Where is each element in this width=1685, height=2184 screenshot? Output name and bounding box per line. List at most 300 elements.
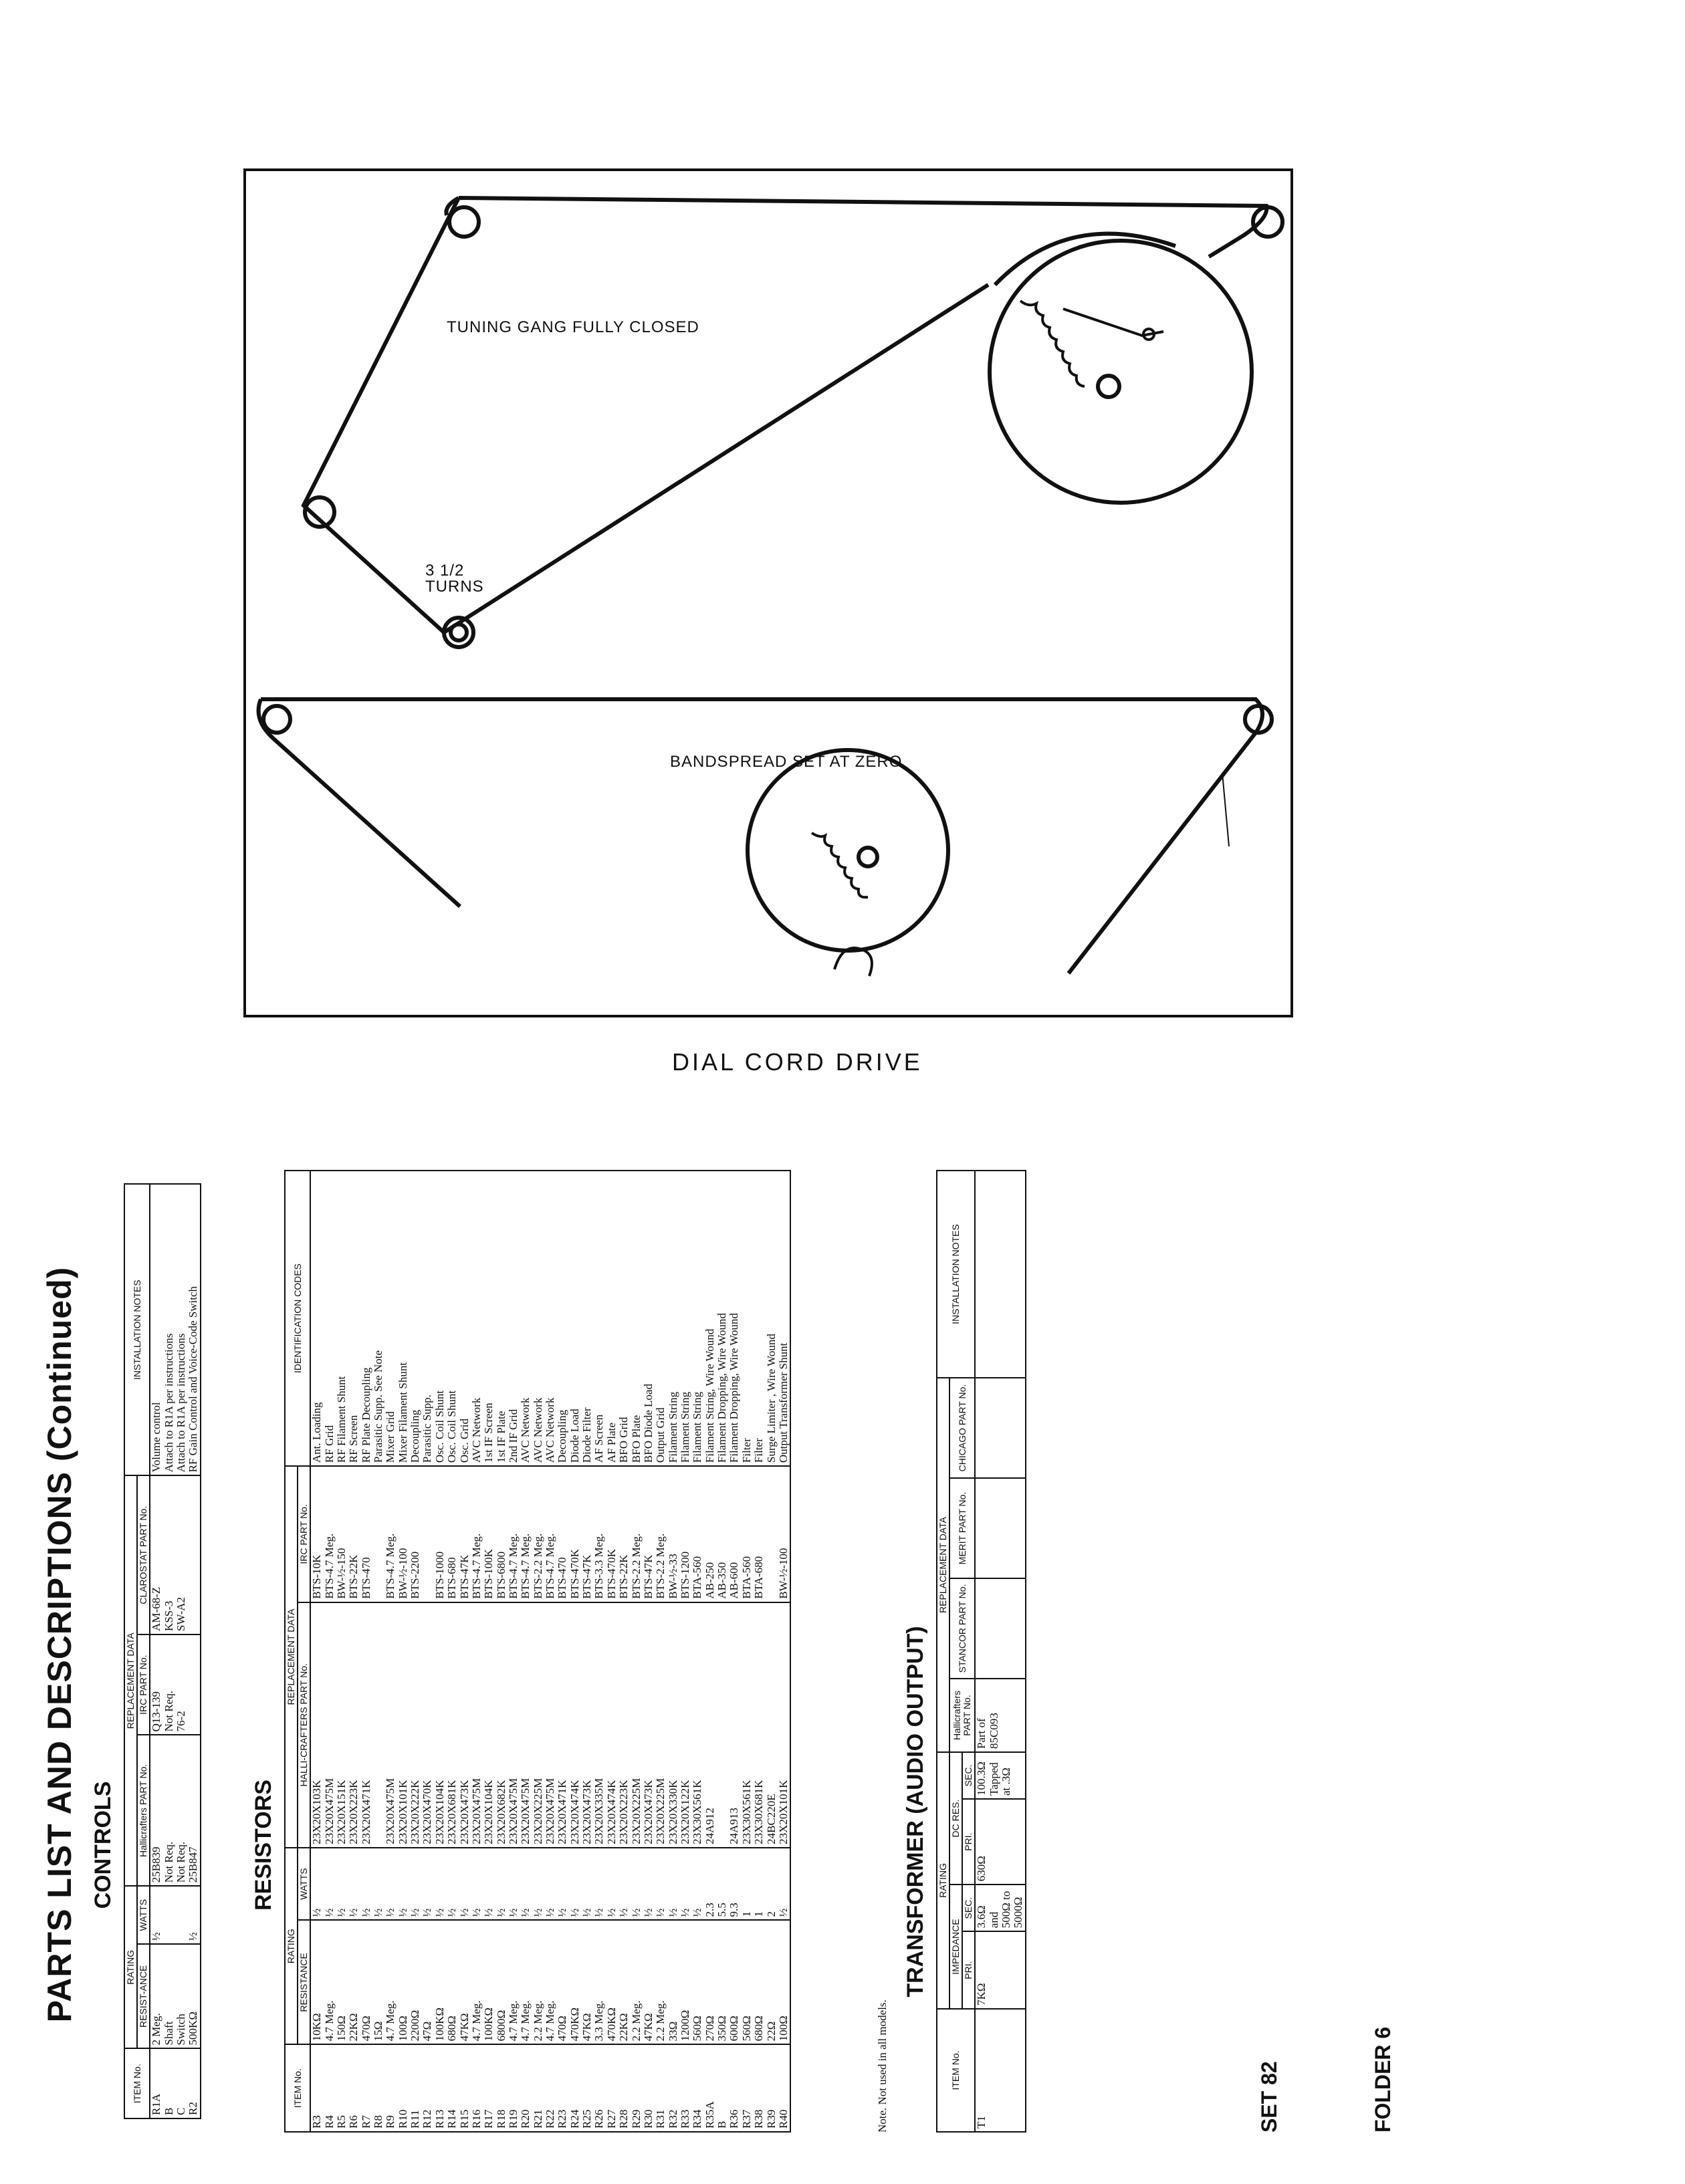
impedance-pri-cell: 7KΩ: [975, 1931, 1025, 2009]
merit-header: MERIT PART No.: [949, 1478, 975, 1578]
watts-cell: ½: [324, 1848, 336, 1921]
irc-cell: BTA-680: [753, 1466, 765, 1602]
code-cell: 1st IF Screen: [483, 1171, 495, 1466]
irc-cell: BTS-47K: [459, 1466, 471, 1602]
resistors-note: Note. Not used in all models.: [876, 1999, 889, 2133]
item-cell: R40: [778, 2044, 790, 2132]
code-cell: Decoupling: [409, 1171, 421, 1466]
irc-cell: BTS-2.2 Meg.: [655, 1466, 667, 1602]
item-cell: R20: [520, 2044, 532, 2132]
irc-cell: BW-½-100: [397, 1466, 409, 1602]
res-cell: 270Ω: [704, 1920, 716, 2044]
irc-cell: BW-½-100: [778, 1466, 790, 1602]
watts-cell: ½: [471, 1848, 483, 1921]
irc-cell: BTS-6800: [495, 1466, 508, 1602]
watts-cell: ½: [434, 1848, 446, 1921]
watts-cell: ½: [778, 1848, 790, 1921]
irc-cell: BTS-680: [446, 1466, 458, 1602]
hal-cell: 23X20X101K: [397, 1602, 409, 1848]
turns-count-label: 3 1/2: [425, 562, 465, 580]
code-cell: Mixer Filament Shunt: [397, 1171, 409, 1466]
table-row: [544, 1171, 556, 2132]
irc-cell: Not Req.: [163, 1634, 175, 1735]
code-cell: RF Plate Decoupling: [360, 1171, 372, 1466]
res-cell: 2 Meg.: [150, 1944, 162, 2048]
irc-cell: BTA-560: [741, 1466, 753, 1602]
irc-cell: BTS-470K: [606, 1466, 618, 1602]
watts-cell: 1: [741, 1848, 753, 1921]
chicago-cell: [975, 1378, 1025, 1478]
code-cell: Output Grid: [655, 1171, 667, 1466]
irc-cell: BTS-22K: [618, 1466, 630, 1602]
watts-cell: ½: [421, 1848, 433, 1921]
irc-cell: BTS-4.7 Meg.: [324, 1466, 336, 1602]
clar-cell: AM-68-Z: [150, 1475, 162, 1634]
note-cell: Attach to R1A per instructions: [175, 1184, 187, 1475]
watts-cell: 2: [766, 1848, 778, 1921]
item-cell: R19: [508, 2044, 520, 2132]
hallicrafters-header: HALLI-CRAFTERS PART No.: [298, 1602, 310, 1848]
res-cell: 680Ω: [446, 1920, 458, 2044]
notes-header: INSTALLATION NOTES: [124, 1184, 150, 1475]
irc-cell: BW-½-150: [336, 1466, 348, 1602]
rating-header: RATING: [124, 1886, 137, 2048]
code-cell: AF Plate: [606, 1171, 618, 1466]
transformer-title: TRANSFORMER (AUDIO OUTPUT): [903, 1626, 928, 1997]
irc-cell: BTS-470: [556, 1466, 568, 1602]
hal-cell: 23X20X475M: [508, 1602, 520, 1848]
clar-cell: KSS-3: [163, 1475, 175, 1634]
watts-cell: ½: [348, 1848, 360, 1921]
hal-cell: [372, 1602, 384, 1848]
res-cell: 600Ω: [728, 1920, 740, 2044]
res-cell: 47KΩ: [581, 1920, 593, 2044]
hal-cell: 23X30X561K: [741, 1602, 753, 1848]
item-cell: R28: [618, 2044, 630, 2132]
table-row: [446, 1171, 458, 2132]
table-row: [691, 1171, 703, 2132]
watts-cell: ½: [679, 1848, 691, 1921]
table-row: [975, 1171, 1025, 2132]
table-row: [618, 1171, 630, 2132]
watts-cell: ½: [643, 1848, 655, 1921]
hal-cell: 23X20X474K: [606, 1602, 618, 1848]
irc-header: IRC PART No.: [298, 1466, 310, 1602]
table-row: [753, 1171, 765, 2132]
code-cell: RF Screen: [348, 1171, 360, 1466]
code-cell: AVC Network: [532, 1171, 544, 1466]
code-cell: Filament Dropping, Wire Wound: [728, 1171, 740, 1466]
res-cell: 33Ω: [667, 1920, 679, 2044]
res-cell: 47KΩ: [643, 1920, 655, 2044]
table-row: [716, 1171, 728, 2132]
item-cell: R22: [544, 2044, 556, 2132]
res-cell: 470KΩ: [569, 1920, 581, 2044]
figure-caption: DIAL CORD DRIVE: [672, 1048, 923, 1076]
watts-cell: 2.3: [704, 1848, 716, 1921]
code-cell: Osc. Coil Shunt: [446, 1171, 458, 1466]
hal-cell: 23X20X222K: [409, 1602, 421, 1848]
folder-label: FOLDER 6: [1371, 2026, 1395, 2133]
watts-cell: ½: [532, 1848, 544, 1921]
table-row: [348, 1171, 360, 2132]
irc-cell: 76-2: [175, 1634, 187, 1735]
item-cell: R23: [556, 2044, 568, 2132]
irc-cell: BTS-10K: [310, 1466, 323, 1602]
hal-cell: 23X20X682K: [495, 1602, 508, 1848]
watts-cell: ½: [360, 1848, 372, 1921]
item-cell: R15: [459, 2044, 471, 2132]
hal-cell: 23X20X471K: [556, 1602, 568, 1848]
hal-cell: 23X20X473K: [459, 1602, 471, 1848]
replacement-header: REPLACEMENT DATA: [285, 1466, 298, 1848]
irc-cell: AB-250: [704, 1466, 716, 1602]
item-cell: R32: [667, 2044, 679, 2132]
code-cell: AVC Network: [544, 1171, 556, 1466]
hal-cell: 23X20X474K: [569, 1602, 581, 1848]
item-cell: R8: [372, 2044, 384, 2132]
watts-cell: ½: [397, 1848, 409, 1921]
code-cell: Filament Dropping, Wire Wound: [716, 1171, 728, 1466]
hal-cell: 23X20X473K: [581, 1602, 593, 1848]
res-cell: 4.7 Meg.: [508, 1920, 520, 2044]
code-cell: Filament String: [691, 1171, 703, 1466]
res-cell: 22Ω: [766, 1920, 778, 2044]
hal-cell: 23X30X561K: [691, 1602, 703, 1848]
item-cell: R34: [691, 2044, 703, 2132]
table-row: [667, 1171, 679, 2132]
irc-cell: [187, 1634, 200, 1735]
code-cell: RF Filament Shunt: [336, 1171, 348, 1466]
res-cell: 100KΩ: [434, 1920, 446, 2044]
table-row: [532, 1171, 544, 2132]
stancor-header: STANCOR PART No.: [949, 1578, 975, 1679]
hal-cell: 23X20X151K: [336, 1602, 348, 1848]
irc-cell: BTS-4.7 Meg.: [520, 1466, 532, 1602]
res-cell: 560Ω: [691, 1920, 703, 2044]
code-cell: Filter: [741, 1171, 753, 1466]
irc-cell: BTA-560: [691, 1466, 703, 1602]
resistors-table: [284, 1170, 791, 2133]
irc-cell: BTS-470K: [569, 1466, 581, 1602]
table-row: [556, 1171, 568, 2132]
table-row: [581, 1171, 593, 2132]
code-cell: 1st IF Plate: [495, 1171, 508, 1466]
res-cell: 100Ω: [778, 1920, 790, 2044]
table-row: [655, 1171, 667, 2132]
table-row: [397, 1171, 409, 2132]
table-row: [324, 1171, 336, 2132]
table-row: [175, 1184, 187, 2118]
watts-cell: ½: [593, 1848, 605, 1921]
irc-cell: [766, 1466, 778, 1602]
code-cell: BFO Grid: [618, 1171, 630, 1466]
set-label: SET 82: [1257, 2061, 1281, 2133]
item-cell: R27: [606, 2044, 618, 2132]
turns-label: TURNS: [425, 578, 484, 596]
irc-cell: BTS-47K: [581, 1466, 593, 1602]
impedance-pri-header: PRI.: [962, 1931, 975, 2009]
item-cell: R6: [348, 2044, 360, 2132]
hal-cell: 23X20X223K: [348, 1602, 360, 1848]
code-cell: Output Transformer Shunt: [778, 1171, 790, 1466]
irc-cell: BTS-2.2 Meg.: [631, 1466, 643, 1602]
item-cell: R35A: [704, 2044, 716, 2132]
irc-cell: BTS-1000: [434, 1466, 446, 1602]
note-cell: RF Gain Control and Voice-Code Switch: [187, 1184, 200, 1475]
res-cell: 560Ω: [741, 1920, 753, 2044]
watts-cell: ½: [372, 1848, 384, 1921]
item-cell: R7: [360, 2044, 372, 2132]
controls-table: [124, 1183, 201, 2119]
rating-header: RATING: [937, 1752, 949, 2009]
hal-cell: 23X20X225M: [532, 1602, 544, 1848]
dial-cord-drive-figure: [243, 168, 1293, 1017]
hal-cell: 23X20X471K: [360, 1602, 372, 1848]
item-cell: R24: [569, 2044, 581, 2132]
item-cell: R5: [336, 2044, 348, 2132]
watts-cell: ½: [618, 1848, 630, 1921]
item-cell: R4: [324, 2044, 336, 2132]
table-row: [520, 1171, 532, 2132]
table-row: [459, 1171, 471, 2132]
hal-cell: 23X20X103K: [310, 1602, 323, 1848]
code-cell: Osc. Coil Shunt: [434, 1171, 446, 1466]
res-cell: 470Ω: [556, 1920, 568, 2044]
clarostat-header: CLAROSTAT PART No.: [137, 1475, 150, 1634]
irc-cell: BTS-4.7 Meg.: [471, 1466, 483, 1602]
res-cell: 47KΩ: [459, 1920, 471, 2044]
code-cell: AF Screen: [593, 1171, 605, 1466]
irc-cell: Q13-139: [150, 1634, 162, 1735]
table-row: [778, 1171, 790, 2132]
table-row: [163, 1184, 175, 2118]
res-cell: 2.2 Meg.: [532, 1920, 544, 2044]
item-cell: B: [163, 2048, 175, 2118]
table-row: [336, 1171, 348, 2132]
watts-header: WATTS: [137, 1886, 150, 1944]
res-cell: 6800Ω: [495, 1920, 508, 2044]
replacement-header: REPLACEMENT DATA: [124, 1475, 137, 1886]
irc-cell: BTS-4.7 Meg.: [544, 1466, 556, 1602]
item-cell: C: [175, 2048, 187, 2118]
hal-cell: 23X20X335M: [593, 1602, 605, 1848]
dial-cord-diagram: [246, 171, 1290, 1015]
res-cell: 100Ω: [397, 1920, 409, 2044]
code-cell: Mixer Grid: [384, 1171, 397, 1466]
hallicrafters-header: Hallicrafters PART No.: [949, 1679, 975, 1752]
watts-cell: ½: [310, 1848, 323, 1921]
watts-cell: ½: [655, 1848, 667, 1921]
hal-cell: Not Req.: [175, 1735, 187, 1886]
table-row: [569, 1171, 581, 2132]
code-cell: BFO Diode Load: [643, 1171, 655, 1466]
table-row: [150, 1184, 162, 2118]
table-row: [310, 1171, 323, 2132]
dc-sec-header: SEC.: [962, 1752, 975, 1799]
tuning-gang-label: TUNING GANG FULLY CLOSED: [447, 318, 699, 336]
item-cell: R36: [728, 2044, 740, 2132]
item-cell: R38: [753, 2044, 765, 2132]
table-row: [643, 1171, 655, 2132]
watts-cell: ½: [631, 1848, 643, 1921]
hal-cell: 23X20X104K: [483, 1602, 495, 1848]
hal-cell: 23X20X223K: [618, 1602, 630, 1848]
item-cell: R13: [434, 2044, 446, 2132]
item-cell: R16: [471, 2044, 483, 2132]
item-cell: B: [716, 2044, 728, 2132]
res-cell: 150Ω: [336, 1920, 348, 2044]
clar-cell: [187, 1475, 200, 1634]
watts-header: WATTS: [298, 1848, 310, 1921]
item-cell: R9: [384, 2044, 397, 2132]
watts-cell: ½: [691, 1848, 703, 1921]
irc-cell: BW-½-33: [667, 1466, 679, 1602]
resistance-header: RESISTANCE: [298, 1920, 310, 2044]
table-row: [741, 1171, 753, 2132]
controls-title: CONTROLS: [90, 1781, 116, 1909]
hallicrafters-cell: Part of 85C093: [975, 1679, 1025, 1752]
res-cell: 2200Ω: [409, 1920, 421, 2044]
code-cell: Filament String: [679, 1171, 691, 1466]
stancor-cell: [975, 1578, 1025, 1679]
watts-cell: ½: [336, 1848, 348, 1921]
watts-cell: ½: [508, 1848, 520, 1921]
hal-cell: 23X20X475M: [520, 1602, 532, 1848]
item-cell: R25: [581, 2044, 593, 2132]
hal-cell: 23X20X475M: [544, 1602, 556, 1848]
res-cell: 4.7 Meg.: [471, 1920, 483, 2044]
hal-cell: 23X20X475M: [384, 1602, 397, 1848]
hal-cell: 23X20X330K: [667, 1602, 679, 1848]
res-cell: 680Ω: [753, 1920, 765, 2044]
res-cell: 4.7 Meg.: [324, 1920, 336, 2044]
dc-pri-header: PRI.: [962, 1799, 975, 1885]
item-cell: R37: [741, 2044, 753, 2132]
table-row: [421, 1171, 433, 2132]
watts-cell: ½: [409, 1848, 421, 1921]
hal-cell: 24A912: [704, 1602, 716, 1848]
table-row: [508, 1171, 520, 2132]
res-cell: 350Ω: [716, 1920, 728, 2044]
item-cell: R3: [310, 2044, 323, 2132]
irc-cell: BTS-470: [360, 1466, 372, 1602]
res-cell: 1200Ω: [679, 1920, 691, 2044]
res-cell: 2.2 Meg.: [655, 1920, 667, 2044]
code-cell: Filament String, Wire Wound: [704, 1171, 716, 1466]
irc-cell: BTS-22K: [348, 1466, 360, 1602]
irc-cell: BTS-47K: [643, 1466, 655, 1602]
irc-cell: BTS-3.3 Meg.: [593, 1466, 605, 1602]
code-cell: AVC Network: [471, 1171, 483, 1466]
dc-pri-cell: 630Ω: [975, 1799, 1025, 1885]
watts-cell: ½: [581, 1848, 593, 1921]
item-header: ITEM No.: [937, 2009, 975, 2132]
res-cell: 100KΩ: [483, 1920, 495, 2044]
code-cell: Ant. Loading: [310, 1171, 323, 1466]
watts-cell: ½: [667, 1848, 679, 1921]
res-cell: 15Ω: [372, 1920, 384, 2044]
item-cell: R21: [532, 2044, 544, 2132]
res-cell: 47Ω: [421, 1920, 433, 2044]
hal-cell: 23X30X681K: [753, 1602, 765, 1848]
table-row: [434, 1171, 446, 2132]
res-cell: 22KΩ: [618, 1920, 630, 2044]
watts-cell: ½: [606, 1848, 618, 1921]
res-cell: Shaft: [163, 1944, 175, 2048]
note-cell: Attach to R1A per instructions: [163, 1184, 175, 1475]
watts-cell: ½: [459, 1848, 471, 1921]
irc-cell: BTS-1200: [679, 1466, 691, 1602]
watts-cell: ½: [495, 1848, 508, 1921]
watts-cell: ½: [150, 1886, 162, 1944]
res-cell: 500KΩ: [187, 1944, 200, 2048]
res-cell: Switch: [175, 1944, 187, 2048]
code-cell: Osc. Grid: [459, 1171, 471, 1466]
table-row: [384, 1171, 397, 2132]
item-cell: R29: [631, 2044, 643, 2132]
notes-cell: [975, 1171, 1025, 1378]
code-cell: Diode Load: [569, 1171, 581, 1466]
watts-cell: ½: [520, 1848, 532, 1921]
watts-cell: 9.3: [728, 1848, 740, 1921]
code-cell: RF Grid: [324, 1171, 336, 1466]
irc-header: IRC PART No.: [137, 1634, 150, 1735]
watts-cell: 5.5: [716, 1848, 728, 1921]
table-row: [360, 1171, 372, 2132]
item-cell: R14: [446, 2044, 458, 2132]
irc-cell: BTS-2200: [409, 1466, 421, 1602]
page-title: PARTS LIST AND DESCRIPTIONS (Continued): [41, 1266, 78, 2023]
table-row: [631, 1171, 643, 2132]
watts-cell: [175, 1886, 187, 1944]
res-cell: 470Ω: [360, 1920, 372, 2044]
hal-cell: 23X20X473K: [643, 1602, 655, 1848]
code-cell: Parasitic Supp. See Note: [372, 1171, 384, 1466]
item-cell: T1: [975, 2009, 1025, 2132]
irc-cell: BTS-100K: [483, 1466, 495, 1602]
hal-cell: 24A913: [728, 1602, 740, 1848]
dc-res-header: DC RES.: [949, 1752, 962, 1885]
code-cell: Filament String: [667, 1171, 679, 1466]
table-row: [409, 1171, 421, 2132]
res-cell: 10KΩ: [310, 1920, 323, 2044]
hal-cell: 23X20X681K: [446, 1602, 458, 1848]
item-cell: R26: [593, 2044, 605, 2132]
item-cell: R17: [483, 2044, 495, 2132]
res-cell: 4.7 Meg.: [384, 1920, 397, 2044]
item-cell: R18: [495, 2044, 508, 2132]
table-row: [471, 1171, 483, 2132]
impedance-sec-header: SEC.: [962, 1885, 975, 1931]
irc-cell: AB-350: [716, 1466, 728, 1602]
res-cell: 22KΩ: [348, 1920, 360, 2044]
table-row: [495, 1171, 508, 2132]
res-cell: 470KΩ: [606, 1920, 618, 2044]
impedance-sec-cell: 3.6Ω and 500Ω to 5000Ω: [975, 1885, 1025, 1931]
table-row: [606, 1171, 618, 2132]
watts-cell: [163, 1886, 175, 1944]
chicago-header: CHICAGO PART No.: [949, 1378, 975, 1478]
hal-cell: 23X20X225M: [631, 1602, 643, 1848]
res-cell: 3.3 Meg.: [593, 1920, 605, 2044]
hal-cell: 23X20X101K: [778, 1602, 790, 1848]
item-cell: R10: [397, 2044, 409, 2132]
hal-cell: 25B847: [187, 1735, 200, 1886]
merit-cell: [975, 1478, 1025, 1578]
note-cell: Volume control: [150, 1184, 162, 1475]
hal-cell: 23X20X122K: [679, 1602, 691, 1848]
